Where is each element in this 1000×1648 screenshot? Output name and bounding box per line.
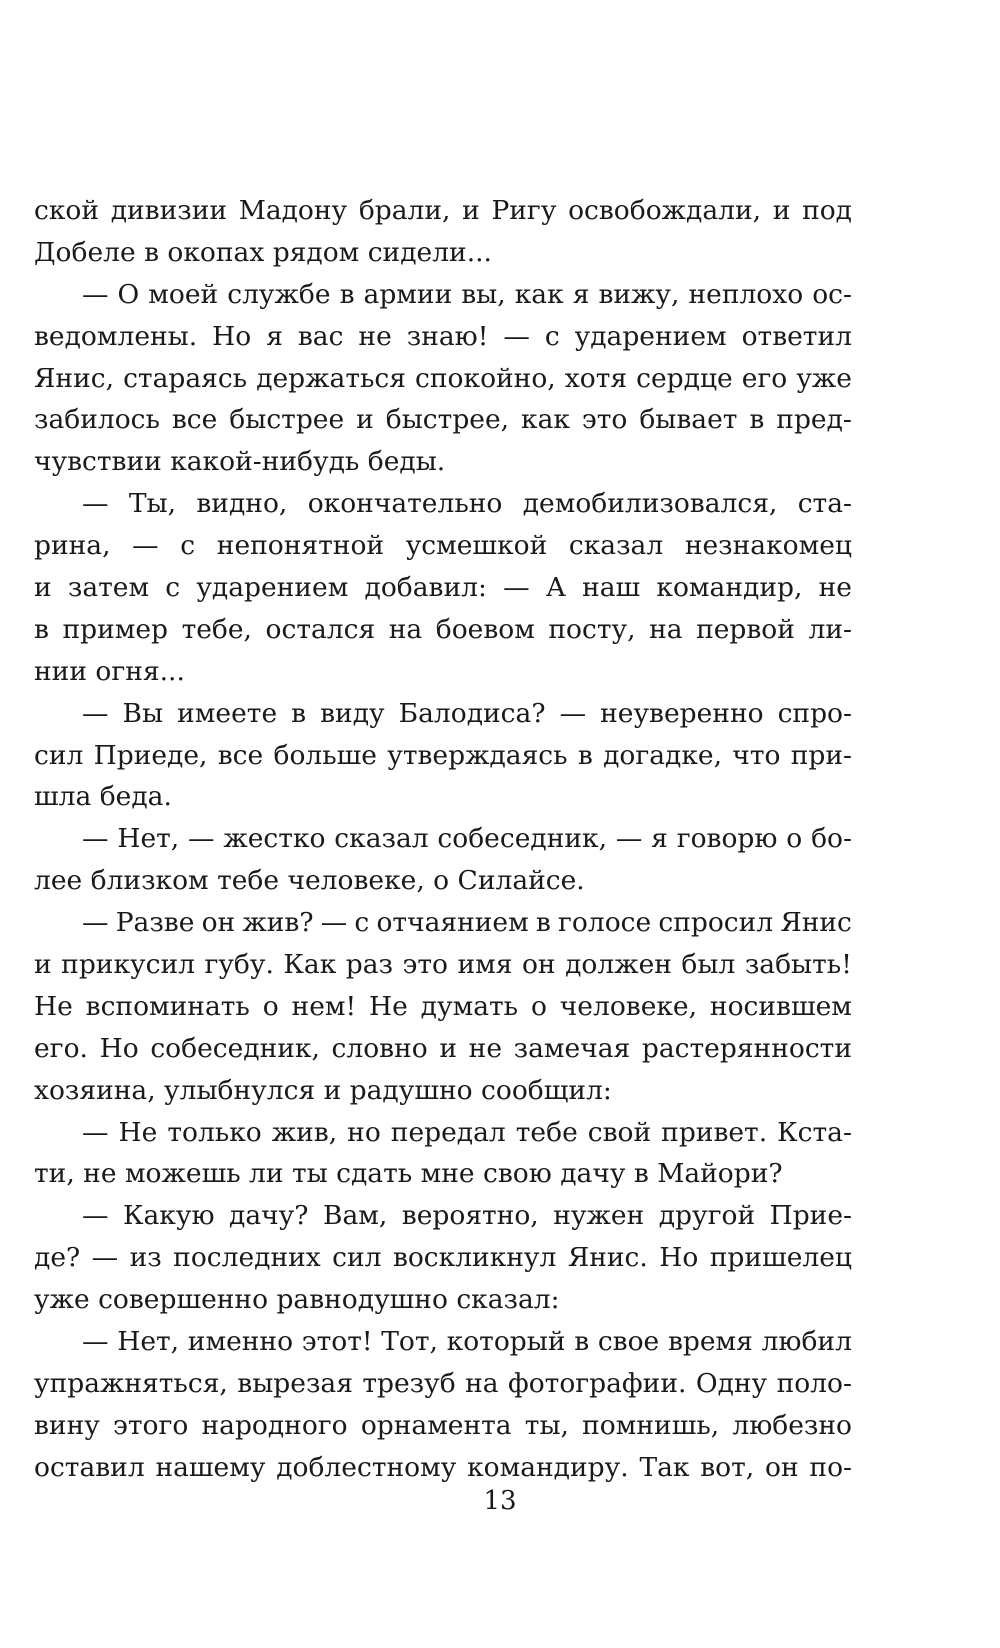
word: Не — [118, 1116, 158, 1148]
word: — — [615, 823, 643, 855]
word: Не — [369, 990, 408, 1022]
word: дивизии — [110, 195, 228, 226]
word: держаться — [256, 362, 406, 394]
word: неплохо — [688, 278, 804, 310]
word: и — [34, 949, 52, 981]
word: бывает — [639, 404, 738, 436]
word: ты, — [524, 1409, 569, 1441]
word: уже — [796, 362, 852, 394]
word: другой — [658, 1200, 756, 1232]
word: — — [82, 278, 109, 310]
word: в — [339, 278, 355, 310]
word: бо- — [811, 823, 852, 855]
word: ударением — [196, 572, 349, 604]
word: — — [82, 1326, 109, 1358]
word: Ригу — [491, 195, 557, 226]
word: Одну — [695, 1367, 768, 1399]
word: — — [82, 488, 109, 520]
word: первой — [696, 613, 795, 645]
word: усмешкой — [405, 530, 548, 562]
word: вырезая — [237, 1367, 353, 1399]
word: армии — [363, 278, 453, 310]
word: и — [439, 1032, 458, 1064]
word: последних — [173, 1242, 321, 1274]
word: де? — [34, 1242, 81, 1274]
word: он — [521, 949, 556, 981]
word: он — [201, 907, 236, 939]
word: виду — [320, 697, 385, 729]
word: Янис — [780, 907, 852, 939]
word: Но — [659, 1242, 699, 1274]
word: догадке, — [603, 739, 723, 771]
word: словно — [331, 1032, 428, 1064]
word: губу. — [204, 949, 274, 981]
word: Янис, — [34, 362, 114, 394]
word: ста- — [797, 488, 852, 520]
word: наш — [582, 572, 641, 604]
word: Но — [99, 1032, 139, 1064]
word: в — [291, 697, 307, 729]
line-text: чувствии какой-нибудь беды. — [34, 446, 446, 478]
word: Вы — [122, 697, 164, 729]
word: жив? — [242, 907, 314, 939]
word: был — [681, 949, 736, 981]
word: сил — [332, 1242, 382, 1274]
word: не — [358, 320, 392, 352]
word: окончательно — [307, 488, 503, 520]
word: этого — [113, 1409, 189, 1441]
word: быстрее, — [385, 404, 510, 436]
word: в — [535, 907, 551, 939]
word: вот, — [700, 1451, 755, 1483]
word: нем! — [291, 990, 357, 1022]
word: пред- — [776, 404, 852, 436]
word: Вам, — [322, 1200, 388, 1232]
word: на — [465, 1367, 499, 1399]
word: Балодиса? — [398, 697, 546, 729]
text-line — [34, 1195, 852, 1237]
word: упражняться, — [34, 1367, 228, 1399]
word: утверждаясь — [387, 739, 568, 771]
word: ской — [34, 195, 100, 226]
word: Какую — [123, 1200, 215, 1232]
word: с — [544, 320, 560, 352]
word: но — [347, 1116, 381, 1148]
body-text — [34, 190, 852, 1489]
word: Как — [283, 949, 337, 981]
line-text: хозяина, улыбнулся и радушно сообщил: — [34, 1074, 612, 1106]
word: растерянности — [641, 1032, 852, 1064]
word: о — [262, 990, 279, 1022]
word: — — [82, 1116, 109, 1148]
word: только — [167, 1116, 262, 1148]
word: думать — [420, 990, 519, 1022]
word: это — [402, 949, 448, 981]
word: все — [171, 404, 218, 436]
word: под — [802, 195, 852, 226]
text-line — [34, 1447, 852, 1489]
word: этот! — [301, 1326, 373, 1358]
word: свой — [587, 1116, 652, 1148]
word: доблестному — [276, 1451, 457, 1483]
word: народного — [201, 1409, 348, 1441]
word: с — [180, 530, 196, 562]
word: собеседник, — [437, 823, 608, 855]
word: Нет, — [117, 1326, 180, 1358]
word: я — [651, 823, 668, 855]
word: нужен — [553, 1200, 645, 1232]
word: больше — [273, 739, 377, 771]
text-line — [34, 190, 852, 232]
line-text: нии огня... — [34, 655, 185, 687]
word: любезно — [732, 1409, 852, 1441]
word: посту, — [548, 613, 636, 645]
word: неуверенно — [600, 697, 764, 729]
word: ответил — [741, 320, 852, 352]
word: имя — [457, 949, 513, 981]
text-line — [34, 1153, 852, 1195]
word: — — [82, 697, 109, 729]
word: — — [82, 907, 109, 939]
line-text: уже совершенно равнодушно сказал: — [34, 1284, 560, 1316]
text-line — [34, 567, 852, 609]
word: его — [741, 362, 788, 394]
word: сказал — [568, 530, 664, 562]
word: тебе, — [181, 613, 252, 645]
word: ос- — [812, 278, 852, 310]
text-line — [34, 1070, 852, 1112]
word: — — [559, 697, 587, 729]
word: — — [132, 530, 159, 562]
text-line — [34, 1363, 852, 1405]
word: его. — [34, 1032, 88, 1064]
text-line — [34, 986, 852, 1028]
text-line — [34, 525, 852, 567]
word: моей — [148, 278, 219, 310]
word: в — [749, 404, 765, 436]
word: Нет, — [117, 823, 180, 855]
word: на — [388, 613, 423, 645]
line-text: Добеле в окопах рядом сидели... — [34, 236, 492, 268]
text-line — [34, 316, 852, 358]
word: брали, — [358, 195, 451, 226]
word: и — [462, 195, 480, 226]
word: О — [117, 278, 140, 310]
text-line — [34, 232, 852, 274]
word: спокойно, — [415, 362, 556, 394]
word: вы, — [461, 278, 506, 310]
text-line — [34, 902, 852, 944]
word: человеке, — [559, 990, 698, 1022]
word: имеете — [177, 697, 278, 729]
word: и — [34, 572, 52, 604]
word: — — [91, 1242, 119, 1274]
word: и — [356, 404, 374, 436]
word: все — [217, 739, 264, 771]
word: добавил: — [364, 572, 487, 604]
word: командиру. — [467, 1451, 629, 1483]
word: быстрее — [229, 404, 345, 436]
text-line — [34, 651, 852, 693]
word: сил — [34, 739, 84, 771]
text-line — [34, 1321, 852, 1363]
word: оставил — [34, 1451, 145, 1483]
word: вижу, — [598, 278, 680, 310]
word: боевом — [435, 613, 535, 645]
line-text: ти, не можешь ли ты сдать мне свою дачу в Майори? — [34, 1158, 783, 1190]
word: помнишь, — [582, 1409, 720, 1441]
word: любил — [761, 1326, 852, 1358]
word: орнамента — [360, 1409, 512, 1441]
word: вспоминать — [85, 990, 250, 1022]
word: воскликнул — [392, 1242, 557, 1274]
line-text: лее близком тебе человеке, о Силайсе. — [34, 865, 585, 897]
word: забилось — [34, 404, 160, 436]
word: — — [503, 572, 530, 604]
text-line — [34, 1279, 852, 1321]
word: по- — [809, 1451, 852, 1483]
word: жестко — [223, 823, 326, 855]
text-line — [34, 1028, 852, 1070]
word: ли- — [808, 613, 852, 645]
word: в — [577, 739, 593, 771]
word: Так — [639, 1451, 690, 1483]
text-line — [34, 441, 852, 483]
word: который — [446, 1326, 566, 1358]
word: не — [468, 1032, 503, 1064]
word: затем — [67, 572, 150, 604]
word: хотя — [564, 362, 628, 394]
word: поло- — [776, 1367, 852, 1399]
word: пришелец — [709, 1242, 852, 1274]
text-line — [34, 609, 852, 651]
text-line — [34, 358, 852, 400]
text-line — [34, 1112, 852, 1154]
word: Янис. — [567, 1242, 648, 1274]
word: спро- — [777, 697, 852, 729]
word: фотографии. — [507, 1367, 687, 1399]
text-line — [34, 399, 852, 441]
word: носившем — [709, 990, 852, 1022]
word: я — [572, 278, 590, 310]
text-line — [34, 860, 852, 902]
word: Ты, — [128, 488, 177, 520]
word: и — [772, 195, 791, 226]
word: о — [530, 990, 547, 1022]
word: говорю — [676, 823, 778, 855]
text-line — [34, 1237, 852, 1279]
text-line — [34, 735, 852, 777]
word: с — [165, 572, 181, 604]
word: Мадону — [238, 195, 348, 226]
word: Приеде, — [93, 739, 208, 771]
word: из — [129, 1242, 162, 1274]
word: пример — [62, 613, 169, 645]
word: сердце — [636, 362, 733, 394]
word: — — [82, 823, 109, 855]
word: собеседник, — [150, 1032, 320, 1064]
word: спросил — [658, 907, 774, 939]
word: именно — [187, 1326, 294, 1358]
word: — — [188, 823, 215, 855]
word: с — [354, 907, 370, 939]
word: Кста- — [777, 1116, 852, 1148]
word: вероятно, — [401, 1200, 539, 1232]
line-text: шла беда. — [34, 781, 172, 813]
word: — — [320, 907, 348, 939]
text-line — [34, 274, 852, 316]
word: ударением — [574, 320, 727, 352]
word: рина, — [34, 530, 111, 562]
word: в — [574, 1326, 590, 1358]
word: вину — [34, 1409, 100, 1441]
word: непонятной — [216, 530, 385, 562]
page-number: 13 — [483, 1486, 517, 1516]
word: нашему — [155, 1451, 266, 1483]
word: Но — [212, 320, 252, 352]
word: сказал — [334, 823, 429, 855]
word: передал — [390, 1116, 506, 1148]
word: А — [545, 572, 566, 604]
word: привет. — [661, 1116, 768, 1148]
word: незнакомец — [684, 530, 852, 562]
word: забыть! — [744, 949, 852, 981]
word: раз — [345, 949, 393, 981]
word: что — [732, 739, 781, 771]
word: о — [786, 823, 803, 855]
text-line — [34, 776, 852, 818]
word: не — [818, 572, 852, 604]
word: освобождали, — [568, 195, 762, 226]
text-line — [34, 1405, 852, 1447]
word: как — [521, 404, 570, 436]
word: дачу? — [229, 1200, 309, 1232]
word: при- — [790, 739, 852, 771]
word: стараясь — [123, 362, 248, 394]
word: — — [503, 320, 530, 352]
text-line — [34, 818, 852, 860]
word: жив, — [271, 1116, 338, 1148]
word: вас — [297, 320, 344, 352]
word: Разве — [115, 907, 195, 939]
word: я — [266, 320, 283, 352]
word: он — [765, 1451, 799, 1483]
word: Не — [34, 990, 73, 1022]
word: голосе — [558, 907, 652, 939]
word: знаю! — [406, 320, 489, 352]
word: остался — [265, 613, 376, 645]
word: — — [82, 1200, 109, 1232]
word: Тот, — [381, 1326, 438, 1358]
word: свое — [597, 1326, 660, 1358]
word: должен — [565, 949, 672, 981]
word: прикусил — [61, 949, 195, 981]
word: замечая — [513, 1032, 631, 1064]
word: время — [667, 1326, 753, 1358]
word: командир, — [656, 572, 803, 604]
text-line — [34, 944, 852, 986]
word: тебе — [515, 1116, 578, 1148]
word: как — [514, 278, 564, 310]
word: Прие- — [769, 1200, 852, 1232]
word: отчаянием — [376, 907, 529, 939]
word: видно, — [196, 488, 288, 520]
text-line — [34, 483, 852, 525]
word: ведомлены. — [34, 320, 198, 352]
word: трезуб — [362, 1367, 456, 1399]
word: демобилизовался, — [522, 488, 778, 520]
word: на — [649, 613, 683, 645]
text-line — [34, 693, 852, 735]
word: службе — [227, 278, 331, 310]
word: это — [581, 404, 628, 436]
word: в — [34, 613, 49, 645]
